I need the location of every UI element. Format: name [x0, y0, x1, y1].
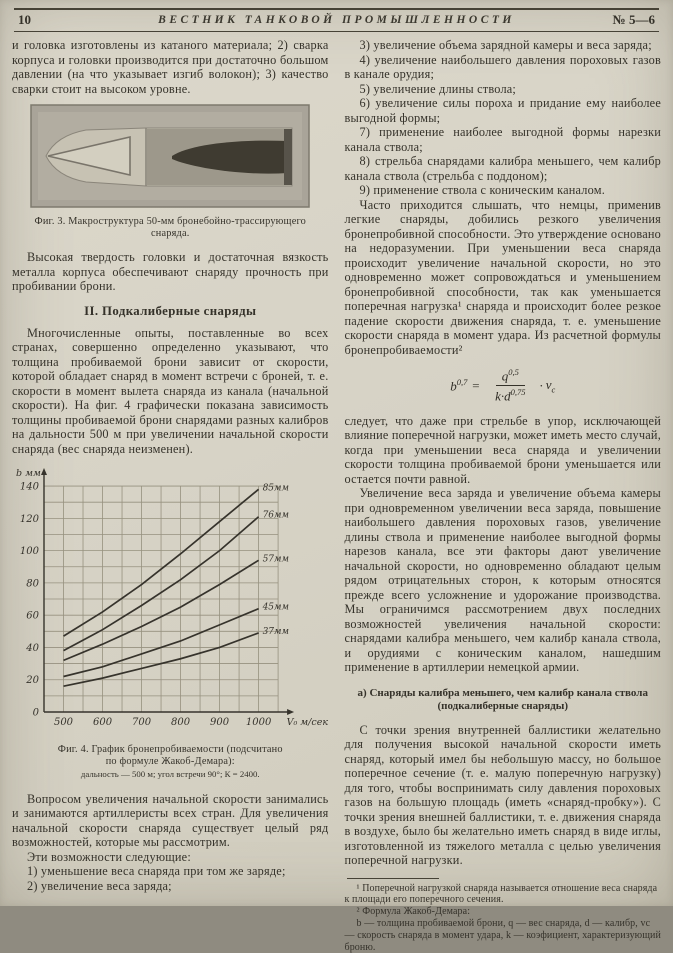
armor-penetration-formula: $b^{0,7}$ = $\frac{q^{0,5}}{k\cdot d^{0,75}}$ · $v_c$ [450, 367, 556, 404]
list-item: 8) стрельба снарядами калибра меньшего, чем калибр канала ствола (стрельба с поддоном); [344, 154, 661, 183]
fig3-caption: Фиг. 3. Макроструктура 50-мм бронебойно-трассирующего снаряда. [34, 216, 306, 239]
svg-text:76мм: 76мм [262, 510, 289, 521]
left-column [12, 38, 329, 953]
svg-text:100: 100 [19, 546, 39, 558]
footnote-2-body: b — толщина пробиваемой брони, q — вес снаряда, d — калибр, vc — скорость снаряда в момент удара, k — коэфициент, характеризующий броню. [344, 918, 661, 953]
right-column [345, 38, 662, 953]
svg-text:80: 80 [26, 578, 39, 590]
paragraph: Эти возможности следующие: [27, 849, 191, 864]
figure-3 [12, 104, 329, 240]
svg-text:140: 140 [19, 481, 39, 493]
paragraph: Вопросом увеличения начальной скорости занимались и занимаются артиллеристы всех стран. Для увеличения начальной скорости снаряда существует целый ряд возможностей, которые мы рассмотрим. [12, 791, 329, 849]
paragraph: Многочисленные опыты, поставленные во всех странах, совершенно определенно указывают, что толщина пробиваемой брони зависит от скорости, которой обладает снаряд в момент встречи с броней, т. е. скорости в момент вылета снаряда из канала (начальной скорости). На фиг. 4 графически показана зависимость толщины пробиваемой брони снарядами разных калибров на дальности 500 м при увеличении начальной скорости снаряда (вес снаряда неизменен). [12, 325, 329, 456]
paragraph: следует, что даже при стрельбе в упор, исключающей влияние поперечной нагрузки, может иметь место случай, когда при уменьшении веса снаряда и увеличении скорости толщина пробиваемой брони уменьшается или остается почти равной. [344, 413, 661, 486]
svg-text:120: 120 [19, 513, 39, 525]
list-item: 6) увеличение силы пороха и придание ему наиболее выгодной формы; [344, 96, 661, 125]
svg-text:b мм: b мм [16, 468, 41, 479]
list-item: 7) применение наиболее выгодной формы нарезки канала ствола; [344, 125, 661, 154]
paragraph: Увеличение веса заряда и увеличение объема камеры при одновременном увеличении веса заряда, повышение наибольшего давления пороховых газов, увеличение длины ствола и применение наиболее выгодной формы нарезов канала, все эти факторы дают увеличение начальной скорости, но одновременно обладают целым рядом отрицательных сторон, к которым относятся прежде всего усложнение и удорожание производства. Мы ограничимся рассмотрением двух последних возможностей увеличения начальной скорости: снарядами калибра меньшего, чем калибр канала ствола, и орудиями с коническим каналом, нашедшим применение в артиллерии немецкой армии. [344, 486, 661, 675]
subsection-heading: а) Снаряды калибра меньшего, чем калибр канала ствола (подкалиберные снаряды) [357, 686, 648, 713]
svg-text:0: 0 [32, 707, 39, 719]
footnote-divider [347, 878, 439, 879]
svg-text:40: 40 [26, 642, 39, 654]
svg-text:700: 700 [131, 717, 152, 728]
svg-text:1000: 1000 [245, 717, 272, 728]
paragraph: С точки зрения внутренней баллистики желательно для получения высокой начальной скорости иметь снаряд, который имел бы небольшую массу, но большое поперечное сечение (т. е. малую поперечную нагрузку) для того, чтобы воспринимать силу давления пороховых газов на большую площадь (иметь «снаряд-пробку»). С точки зрения внешней баллистики, т. е. движения снаряда в воздухе, было бы желательно иметь снаряд в виде иглы, изготовленной из тяжелого металла с целью увеличения поперечной нагрузки. [344, 722, 661, 868]
svg-text:60: 60 [26, 610, 39, 622]
list-item: 2) увеличение веса заряда; [27, 878, 172, 893]
svg-text:500: 500 [53, 717, 74, 728]
fig4-chart [12, 464, 330, 736]
svg-text:57мм: 57мм [262, 554, 289, 565]
fig4-caption: Фиг. 4. График бронепробиваемости (подсчитано по формуле Жакоб-Демара): [57, 744, 283, 767]
fig3-photo [30, 104, 310, 208]
footnote-2-head: ² Формула Жакоб-Демара: [356, 906, 471, 918]
svg-text:20: 20 [26, 675, 39, 687]
svg-text:45мм: 45мм [262, 602, 289, 613]
svg-text:900: 900 [210, 717, 230, 728]
svg-text:37мм: 37мм [262, 626, 289, 637]
issue-number: № 5—6 [612, 12, 655, 27]
footnote-1: ¹ Поперечной нагрузкой снаряда называется отношение веса снаряда к площади его поперечного сечения. [344, 882, 658, 906]
page-number: 10 [18, 12, 31, 27]
list-item: 5) увеличение длины ствола; [359, 81, 517, 96]
svg-text:V₀ м/сек: V₀ м/сек [286, 717, 328, 728]
paragraph: Часто приходится слышать, что немцы, применив легкие снаряды, добились резкого увеличения бронепробивной способности. Это утверждение основано на недоразумении. При уменьшении веса снаряда происходит увеличение начальной скорости, но это одновременно может сопровождаться и уменьшением бронепробивной способности, так как уменьшается поперечная нагрузка¹ снаряда и происходит более резкое падение скорости движения снаряда, т. е. уменьшение скорости снаряда в момент удара. Из расчетной формулы бронепробиваемости² [344, 197, 661, 357]
list-item: 3) увеличение объема зарядной камеры и веса заряда; [359, 38, 652, 52]
list-item: 1) уменьшение веса снаряда при том же заряде; [27, 864, 286, 878]
list-item: 4) увеличение наибольшего давления пороховых газов в канале орудия; [344, 52, 661, 81]
figure-4 [12, 464, 329, 780]
svg-text:800: 800 [171, 717, 191, 728]
section-heading: II. Подкалиберные снаряды [84, 303, 257, 318]
journal-title: ВЕСТНИК ТАНКОВОЙ ПРОМЫШЛЕННОСТИ [158, 14, 515, 26]
fig4-subcaption: дальность — 500 м; угол встречи 90°; К = 2400. [80, 769, 260, 779]
list-item: 9) применение ствола с коническим каналом. [359, 183, 606, 197]
running-head [14, 8, 659, 32]
paragraph: и головка изготовлены из катаного материала; 2) сварка корпуса и головки производится при достаточно большом давлении (на что указывает изгиб волокон); 3) качество сварки стоит на высоком уровне. [12, 38, 329, 96]
svg-text:85мм: 85мм [262, 483, 289, 494]
paragraph: Высокая твердость головки и достаточная вязкость металла корпуса обеспечивают снаряду прочность при пробивании брони. [12, 250, 329, 293]
svg-text:600: 600 [92, 717, 113, 728]
